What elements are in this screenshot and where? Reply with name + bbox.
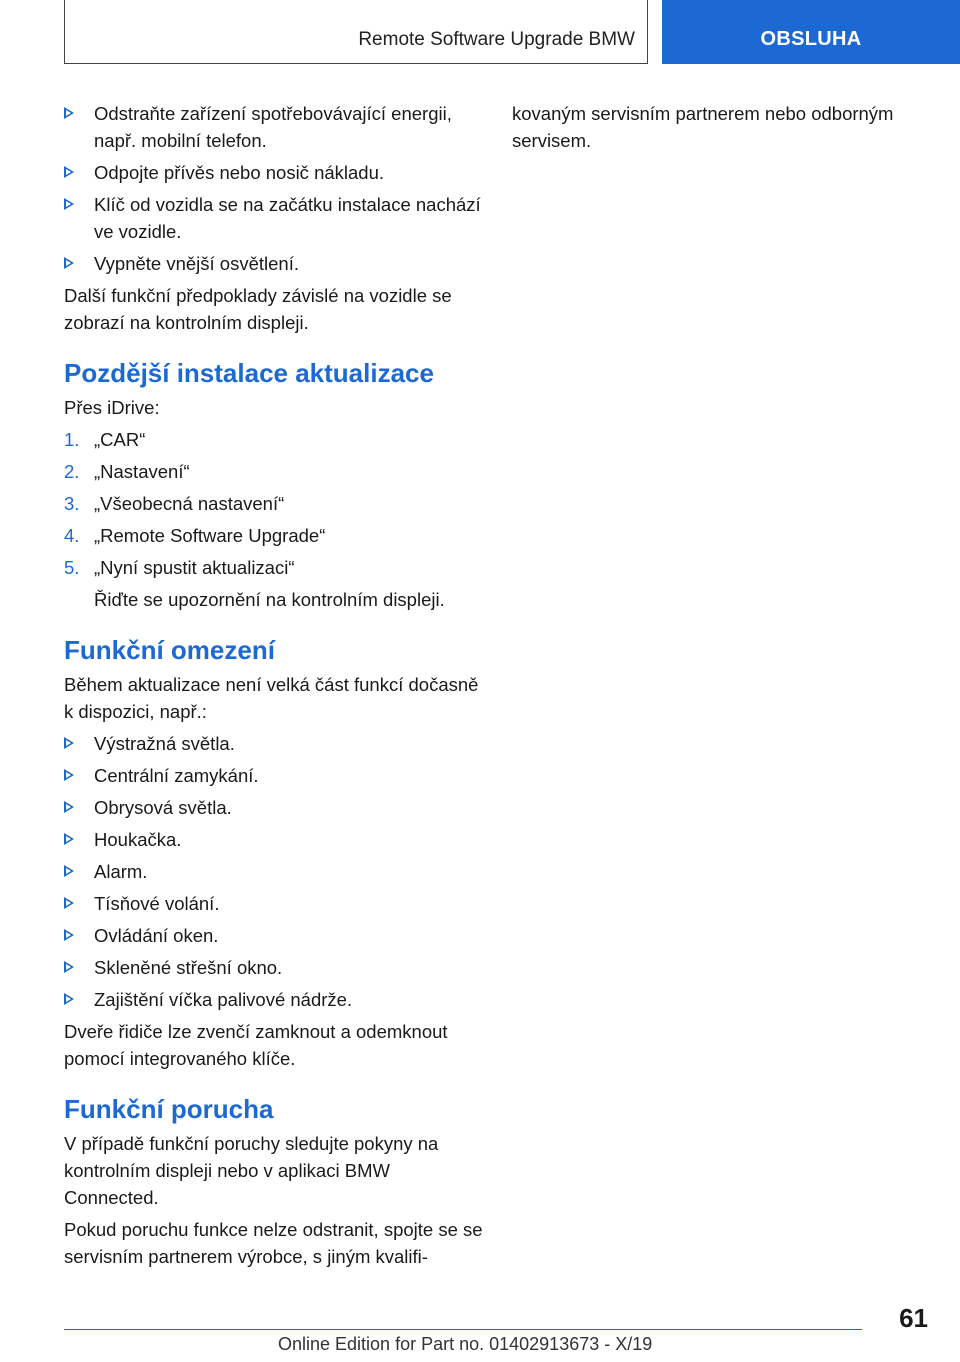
header-frame <box>64 0 648 64</box>
step-item: 5. „Nyní spustit aktualizaci“ <box>64 557 295 578</box>
paragraph: V případě funkční poruchy sledujte pokyny na kontrolním displeji nebo v aplikaci BMW Connected. <box>64 1133 439 1208</box>
paragraph: Pokud poruchu funkce nelze odstranit, spojte se se servisním partnerem výrobce, s jiným kvalifi- <box>64 1219 483 1267</box>
list-item: Houkačka. <box>64 826 484 853</box>
list-item: Skleněné střešní okno. <box>64 954 484 981</box>
triangle-bullet-icon <box>64 198 74 210</box>
list-item: Klíč od vozidla se na začátku instalace nachází ve vozidle. <box>64 191 484 245</box>
step-item: 1. „CAR“ <box>64 429 146 450</box>
paragraph: Další funkční předpoklady závislé na vozidle se zobrazí na kontrolním displeji. <box>64 285 452 333</box>
left-column <box>64 100 484 1275</box>
triangle-bullet-icon <box>64 897 74 909</box>
list-item: Ovládání oken. <box>64 922 484 949</box>
list-item: Zajištění víčka palivové nádrže. <box>64 986 484 1013</box>
footer-edition: Online Edition for Part no. 01402913673 - X/19 <box>278 1334 653 1354</box>
step-item: 3. „Všeobecná nastavení“ <box>64 493 285 514</box>
paragraph: Dveře řidiče lze zvenčí zamknout a odemknout pomocí integrovaného klíče. <box>64 1021 448 1069</box>
page-number: 61 <box>899 1303 928 1333</box>
heading-malfunction: Funkční porucha <box>64 1094 274 1124</box>
right-column <box>512 100 912 159</box>
list-item: Výstražná světla. <box>64 730 484 757</box>
paragraph: Přes iDrive: <box>64 397 160 418</box>
step-note: Řiďte se upozornění na kontrolním displeji. <box>94 589 445 610</box>
list-item: Alarm. <box>64 858 484 885</box>
step-item: 2. „Nastavení“ <box>64 461 190 482</box>
list-item: Obrysová světla. <box>64 794 484 821</box>
triangle-bullet-icon <box>64 769 74 781</box>
list-item: Centrální zamykání. <box>64 762 484 789</box>
step-item: 4. „Remote Software Upgrade“ <box>64 525 326 546</box>
triangle-bullet-icon <box>64 929 74 941</box>
heading-limitations: Funkční omezení <box>64 635 275 665</box>
triangle-bullet-icon <box>64 865 74 877</box>
triangle-bullet-icon <box>64 961 74 973</box>
triangle-bullet-icon <box>64 166 74 178</box>
chapter-tab-label: OBSLUHA <box>760 28 862 50</box>
triangle-bullet-icon <box>64 833 74 845</box>
heading-later-install: Pozdější instalace aktualizace <box>64 358 434 388</box>
list-item: Vypněte vnější osvětlení. <box>64 250 484 277</box>
triangle-bullet-icon <box>64 107 74 119</box>
triangle-bullet-icon <box>64 257 74 269</box>
list-item: Odstraňte zařízení spotřebovávající energii, např. mobilní telefon. <box>64 100 484 154</box>
chapter-tab[interactable] <box>662 0 960 64</box>
paragraph: Během aktualizace není velká část funkcí dočasně k dispozici, např.: <box>64 674 479 722</box>
triangle-bullet-icon <box>64 801 74 813</box>
footer-divider <box>64 1329 862 1330</box>
triangle-bullet-icon <box>64 993 74 1005</box>
section-title: Remote Software Upgrade BMW <box>358 29 635 50</box>
paragraph: kovaným servisním partnerem nebo odborným servisem. <box>512 103 894 151</box>
list-item: Tísňové volání. <box>64 890 484 917</box>
triangle-bullet-icon <box>64 737 74 749</box>
list-item: Odpojte přívěs nebo nosič nákladu. <box>64 159 484 186</box>
